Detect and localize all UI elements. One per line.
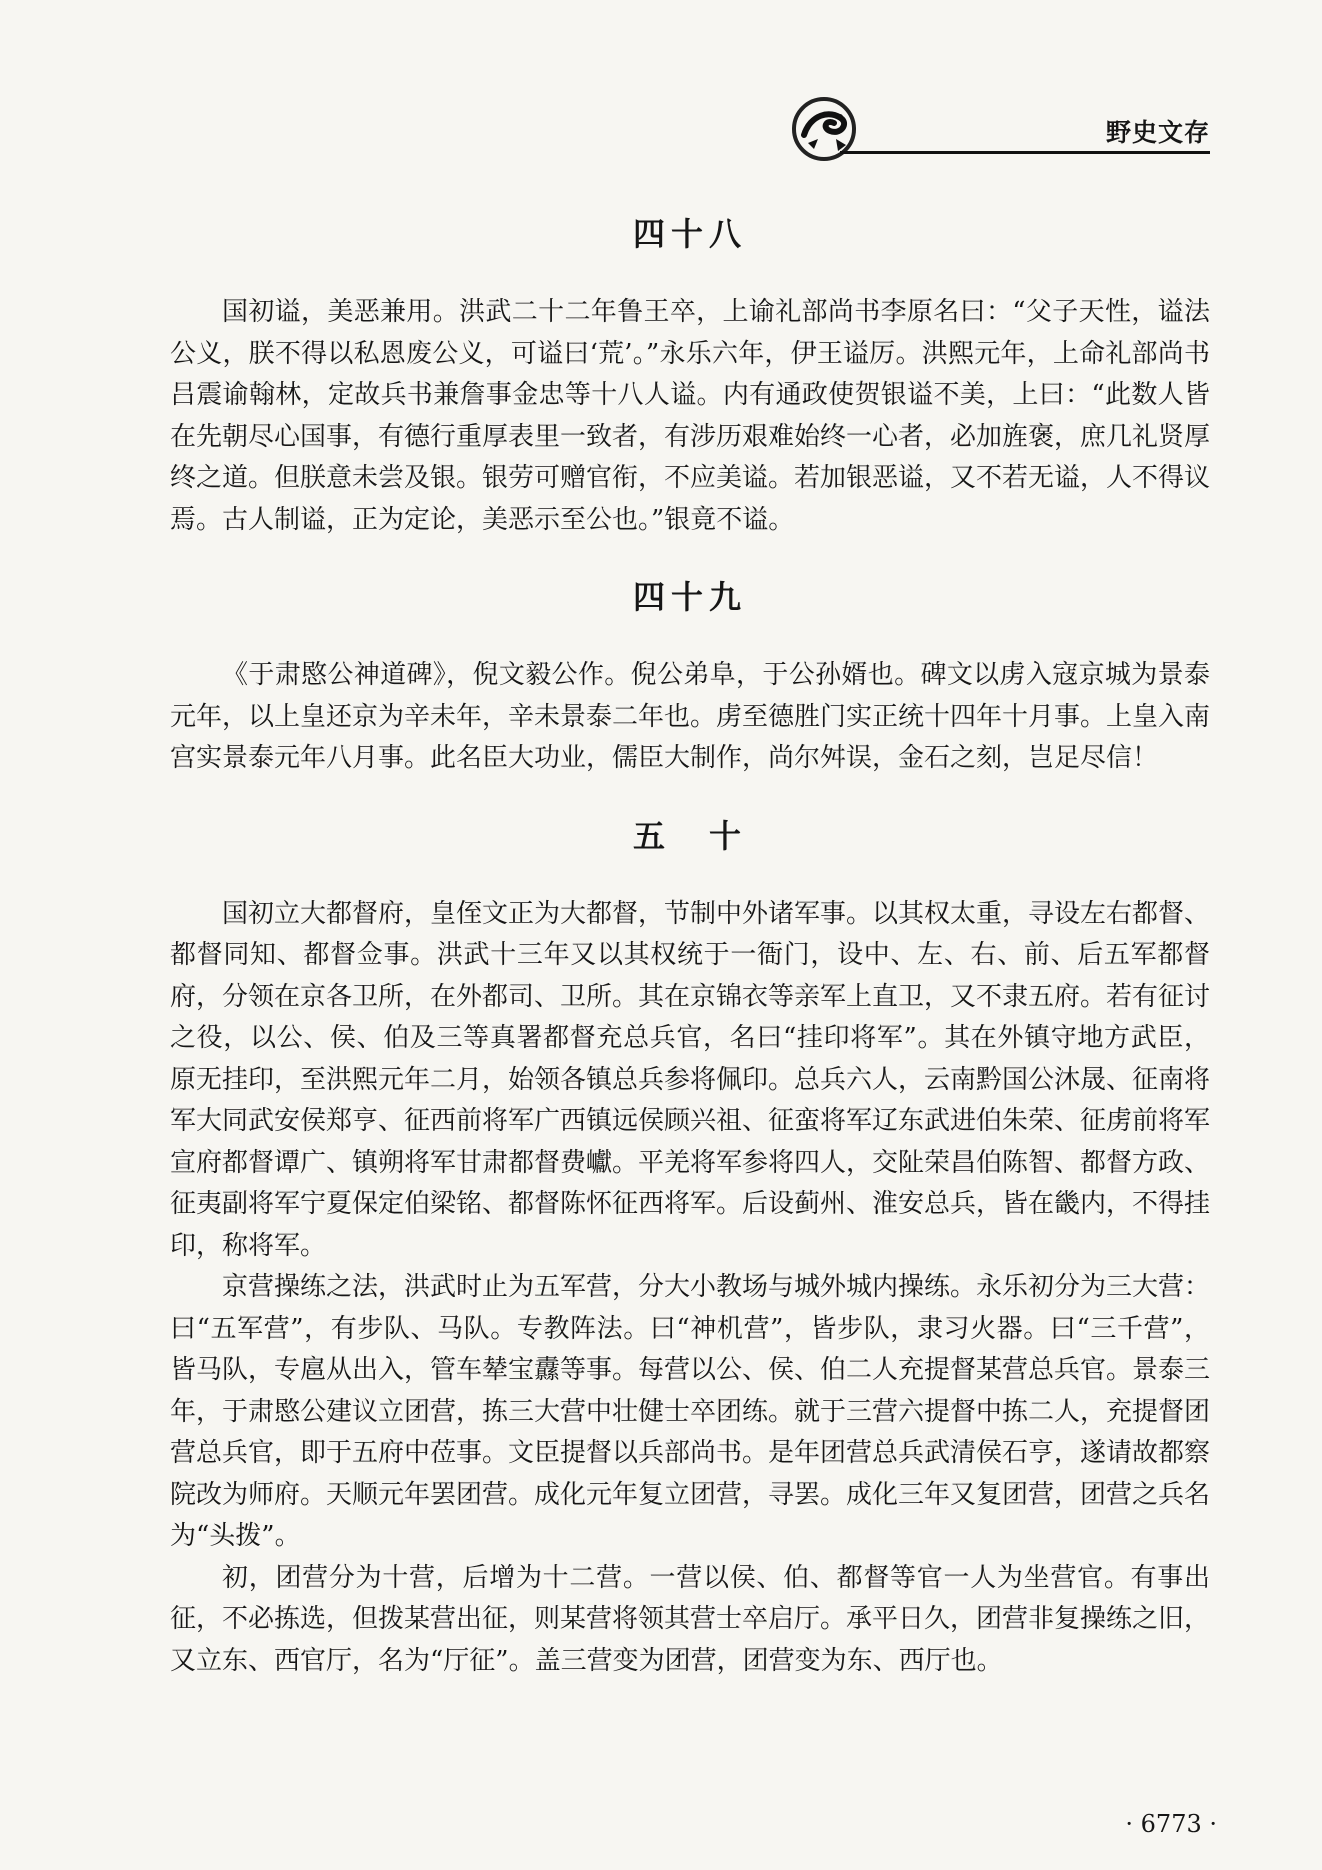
paragraph: 京营操练之法，洪武时止为五军营，分大小教场与城外城内操练。永乐初分为三大营：曰“五军营”，有步队、马队。专教阵法。曰“神机营”，皆步队，隶习火器。曰“三千营”，皆马队，专扈从出入，管车辇宝纛等事。每营以公、侯、伯二人充提督某营总兵官。景泰三年，于肃愍公建议立团营，拣三大营中壮健士卒团练。就于三营六提督中拣二人，充提督团营总兵官，即于五府中莅事。文臣提督以兵部尚书。是年团营总兵武清侯石亨，遂请故都察院改为师府。天顺元年罢团营。成化元年复立团营，寻罢。成化三年又复团营，团营之兵名为“头拨”。 xyxy=(170,1272,1211,1551)
paragraph: 国初立大都督府，皇侄文正为大都督，节制中外诸军事。以其权太重，寻设左右都督、都督同知、都督佥事。洪武十三年又以其权统于一衙门，设中、左、右、前、后五军都督府，分领在京各卫所，在外都司、卫所。其在京锦衣等亲军上直卫，又不隶五府。若有征讨之役，以公、侯、伯及三等真署都督充总兵官，名曰“挂印将军”。其在外镇守地方武臣，原无挂印，至洪熙元年二月，始领各镇总兵参将佩印。总兵六人，云南黔国公沐晟、征南将军大同武安侯郑亨、征西前将军广西镇远侯顾兴祖、征蛮将军辽东武进伯朱荣、征虏前将军宣府都督谭广、镇朔将军甘肃都督费巘。平羌将军参将四人，交阯荣昌伯陈智、都督方政、征夷副将军宁夏保定伯梁铭、都督陈怀征西将军。后设蓟州、淮安总兵，皆在畿内，不得挂印，称将军。 xyxy=(170,898,1211,1261)
page-content xyxy=(170,210,1210,1714)
paragraph: 初，团营分为十营，后增为十二营。一营以侯、伯、都督等官一人为坐营官。有事出征，不必拣选，但拨某营出征，则某营将领其营士卒启厅。承平日久，团营非复操练之旧，又立东、西官厅，名为“厅征”。盖三营变为团营，团营变为东、西厅也。 xyxy=(170,1562,1211,1676)
page-number: · 6773 · xyxy=(1125,1810,1217,1838)
paragraph: 国初谥，美恶兼用。洪武二十二年鲁王卒，上谕礼部尚书李原名曰：“父子天性，谥法公义，朕不得以私恩废公义，可谥曰‘荒’。”永乐六年，伊王谥厉。洪熙元年，上命礼部尚书吕震谕翰林，定故兵书兼詹事金忠等十八人谥。内有通政使贺银谥不美，上曰：“此数人皆在先朝尽心国事，有德行重厚表里一致者，有涉历艰难始终一心者，必加旌褒，庶几礼贤厚终之道。但朕意未尝及银。银劳可赠官衔，不应美谥。若加银恶谥，又不若无谥，人不得议焉。古人制谥，正为定论，美恶示至公也。”银竟不谥。 xyxy=(170,297,1211,535)
section-title: 五 十 xyxy=(632,816,747,855)
section-title: 四十八 xyxy=(632,215,747,253)
book-title: 野史文存 xyxy=(1105,118,1210,147)
paragraph: 《于肃愍公神道碑》，倪文毅公作。倪公弟阜，于公孙婿也。碑文以虏入寇京城为景泰元年，以上皇还京为辛未年，辛未景泰二年也。虏至德胜门实正统十四年十月事。上皇入南宫实景泰元年八月事。此名臣大功业，儒臣大制作，尚尔舛误，金石之刻，岂足尽信！ xyxy=(170,660,1211,773)
header-rule xyxy=(840,151,1210,154)
section-48 xyxy=(170,210,1210,541)
running-header xyxy=(790,95,1210,165)
section-50 xyxy=(170,812,1210,1683)
section-title: 四十九 xyxy=(632,578,747,616)
section-49 xyxy=(170,573,1210,780)
